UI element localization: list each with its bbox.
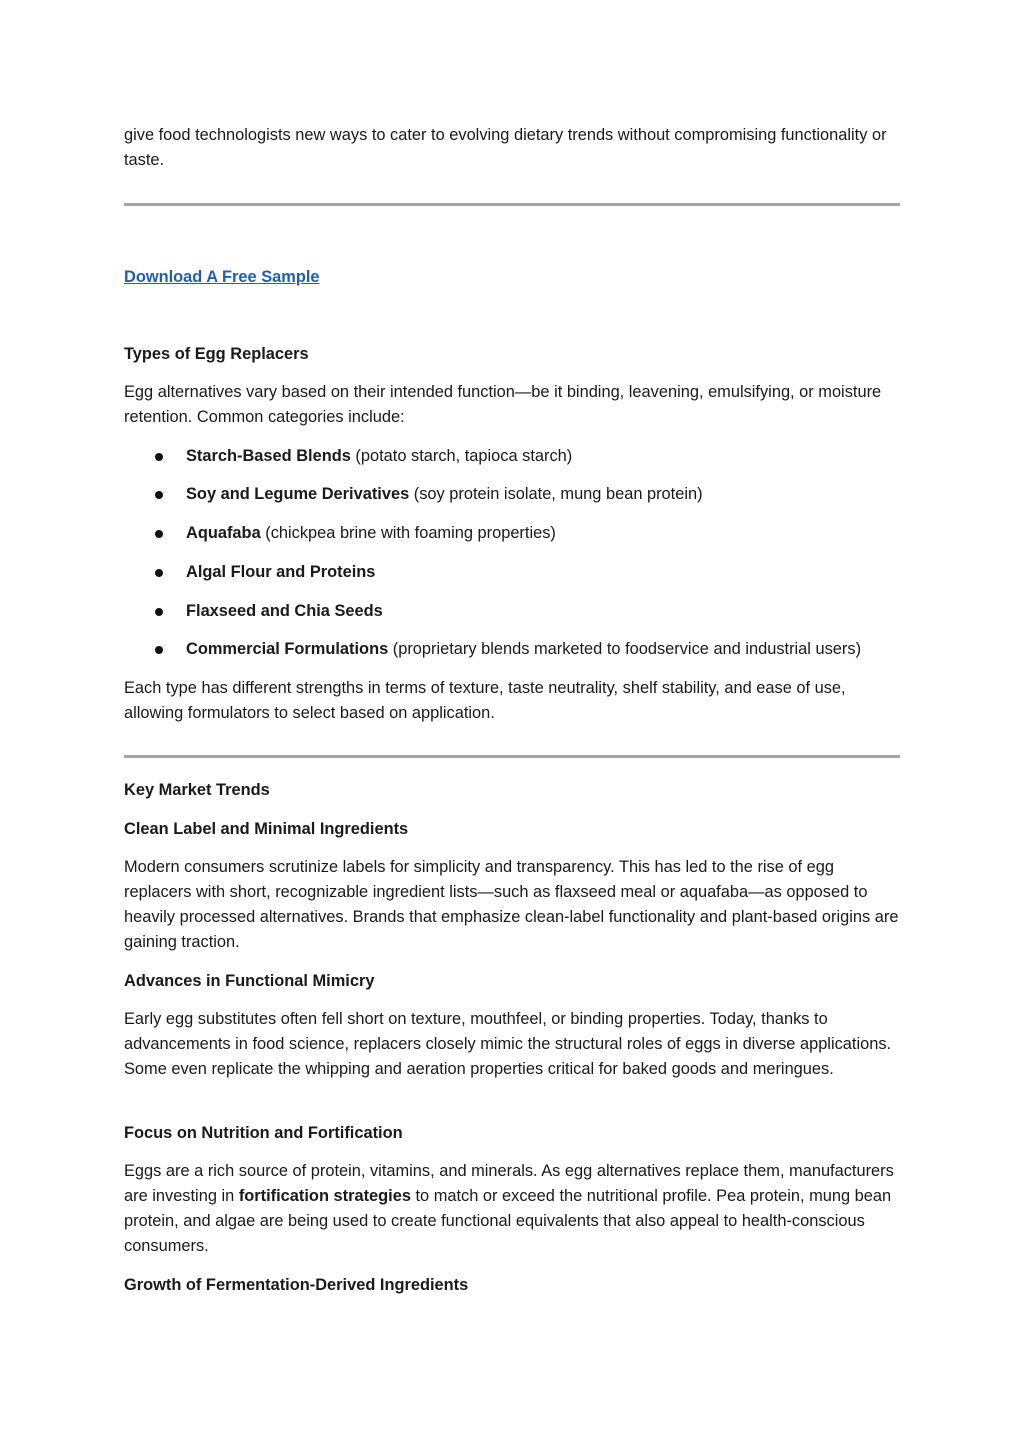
bullet-icon <box>155 530 163 538</box>
types-outro: Each type has different strengths in terms of texture, taste neutrality, shelf stability, and ease of use, allowing formulators to select based on application. <box>124 679 846 722</box>
bullet-icon <box>155 608 163 616</box>
download-sample-link[interactable]: Download A Free Sample <box>124 268 320 286</box>
bullet-icon <box>155 569 163 577</box>
types-intro: Egg alternatives vary based on their intended function—be it binding, leavening, emulsifying, or moisture retention. Common categories include: <box>124 383 882 426</box>
clean-label-heading: Clean Label and Minimal Ingredients <box>124 820 409 838</box>
divider <box>124 203 900 206</box>
intro-paragraph: give food technologists new ways to cater to evolving dietary trends without compromising functionality or taste. <box>124 126 887 169</box>
bullet-icon <box>155 646 163 654</box>
list-item: Starch-Based Blends (potato starch, tapioca starch) <box>186 447 573 465</box>
list-item: Flaxseed and Chia Seeds <box>186 602 383 620</box>
fermentation-heading: Growth of Fermentation-Derived Ingredients <box>124 1276 469 1294</box>
nutrition-heading: Focus on Nutrition and Fortification <box>124 1124 403 1142</box>
nutrition-body: Eggs are a rich source of protein, vitamins, and minerals. As egg alternatives replace them, manufacturers are investing in fortification strategies to match or exceed the nutritional profile. Pea protein, mung bean protein, and algae are being used to create functional equivalents that also appeal to health-conscious consumers. <box>124 1162 894 1255</box>
clean-label-body: Modern consumers scrutinize labels for simplicity and transparency. This has led to the rise of egg replacers with short, recognizable ingredient lists—such as flaxseed meal or aquafaba—as opposed to heavily processed alternatives. Brands that emphasize clean-label functionality and plant-based origins are gaining traction. <box>124 858 899 951</box>
divider <box>124 755 900 758</box>
list-item: Algal Flour and Proteins <box>186 563 376 581</box>
trends-heading: Key Market Trends <box>124 781 270 799</box>
list-item: Commercial Formulations (proprietary blends marketed to foodservice and industrial users) <box>186 640 862 658</box>
types-heading: Types of Egg Replacers <box>124 345 309 363</box>
bullet-icon <box>155 491 163 499</box>
mimicry-heading: Advances in Functional Mimicry <box>124 972 375 990</box>
bullet-icon <box>155 453 163 461</box>
mimicry-body: Early egg substitutes often fell short on texture, mouthfeel, or binding properties. Today, thanks to advancements in food science, replacers closely mimic the structural roles of eggs in diverse applications. Some even replicate the whipping and aeration properties critical for baked goods and meringues. <box>124 1010 892 1078</box>
list-item: Soy and Legume Derivatives (soy protein isolate, mung bean protein) <box>186 485 703 503</box>
list-item: Aquafaba (chickpea brine with foaming properties) <box>186 524 556 542</box>
